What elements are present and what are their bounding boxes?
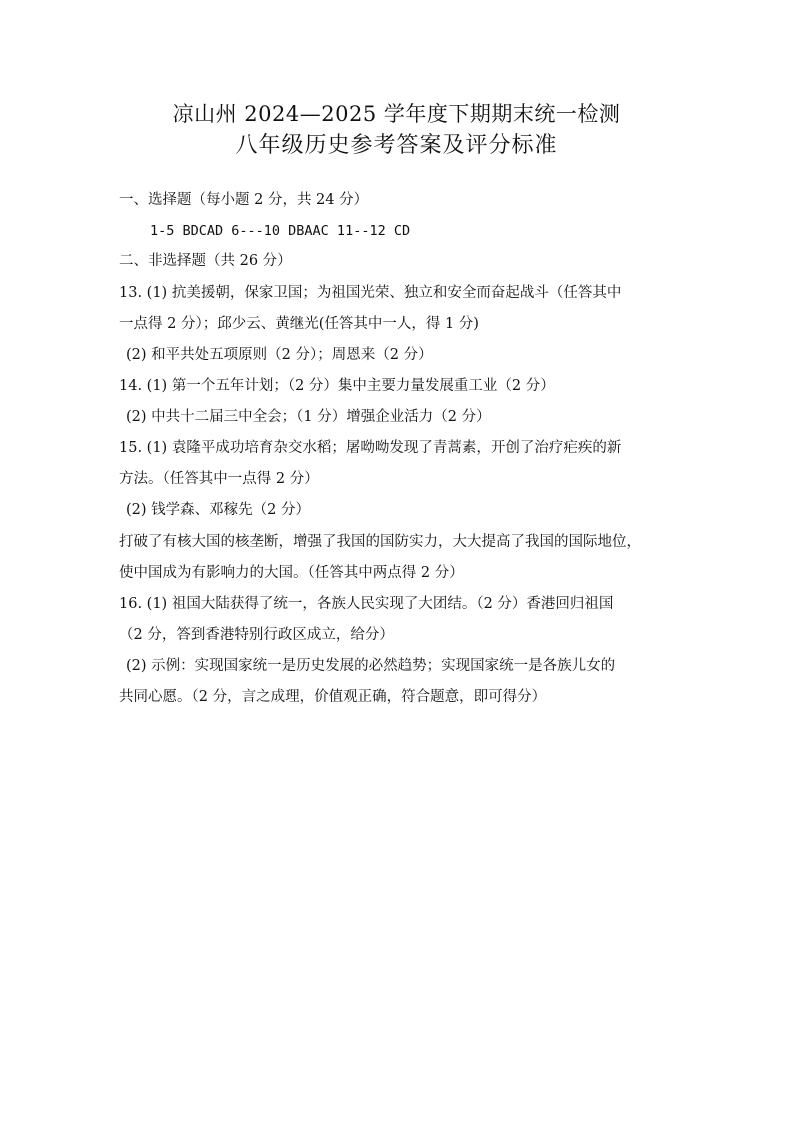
choice-answers: 1-5 BDCAD 6---10 DBAAC 11--12 CD <box>150 223 411 239</box>
q15-answer-line-2: 方法。（任答其中一点得 2 分） <box>119 471 319 487</box>
q16-answer-line-1: 16. (1) 祖国大陆获得了统一，各族人民实现了大团结。（2 分）香港回归祖国 <box>119 596 614 612</box>
exam-subtitle: 八年级历史参考答案及评分标准 <box>235 133 558 158</box>
q13-answer-line-1: 13. (1) 抗美援朝，保家卫国；为祖国光荣、独立和安全而奋起战斗（任答其中 <box>119 285 622 301</box>
q14-answer-line-1: 14. (1) 第一个五年计划；（2 分）集中主要力量发展重工业（2 分） <box>119 378 555 394</box>
q13-answer-line-3: (2) 和平共处五项原则（2 分）；周恩来（2 分） <box>126 347 433 363</box>
q16-answer-line-4: 共同心愿。（2 分，言之成理，价值观正确，符合题意，即可得分） <box>119 689 547 705</box>
q16-answer-line-2: （2 分，答到香港特别行政区成立，给分） <box>119 627 394 643</box>
q15-answer-line-3: (2) 钱学森、邓稼先（2 分） <box>126 502 310 518</box>
q13-answer-line-2: 一点得 2 分）；邱少云、黄继光(任答其中一人，得 1 分) <box>119 316 479 332</box>
q15-answer-line-5: 使中国成为有影响力的大国。（任答其中两点得 2 分） <box>119 565 464 581</box>
nonchoice-section-heading: 二、非选择题（共 26 分） <box>119 253 292 269</box>
choice-section-heading: 一、选择题（每小题 2 分，共 24 分） <box>119 192 369 208</box>
q14-answer-line-2: (2) 中共十二届三中全会；（1 分）增强企业活力（2 分） <box>126 409 491 425</box>
exam-title: 凉山州 2024—2025 学年度下期期末统一检测 <box>172 102 621 126</box>
q15-answer-line-1: 15. (1) 袁隆平成功培育杂交水稻；屠呦呦发现了青蒿素，开创了治疗疟疾的新 <box>119 440 622 456</box>
q15-answer-line-4: 打破了有核大国的核垄断，增强了我国的国防实力，大大提高了我国的国际地位， <box>119 534 641 550</box>
q16-answer-line-3: (2) 示例：实现国家统一是历史发展的必然趋势；实现国家统一是各族儿女的 <box>126 658 616 674</box>
